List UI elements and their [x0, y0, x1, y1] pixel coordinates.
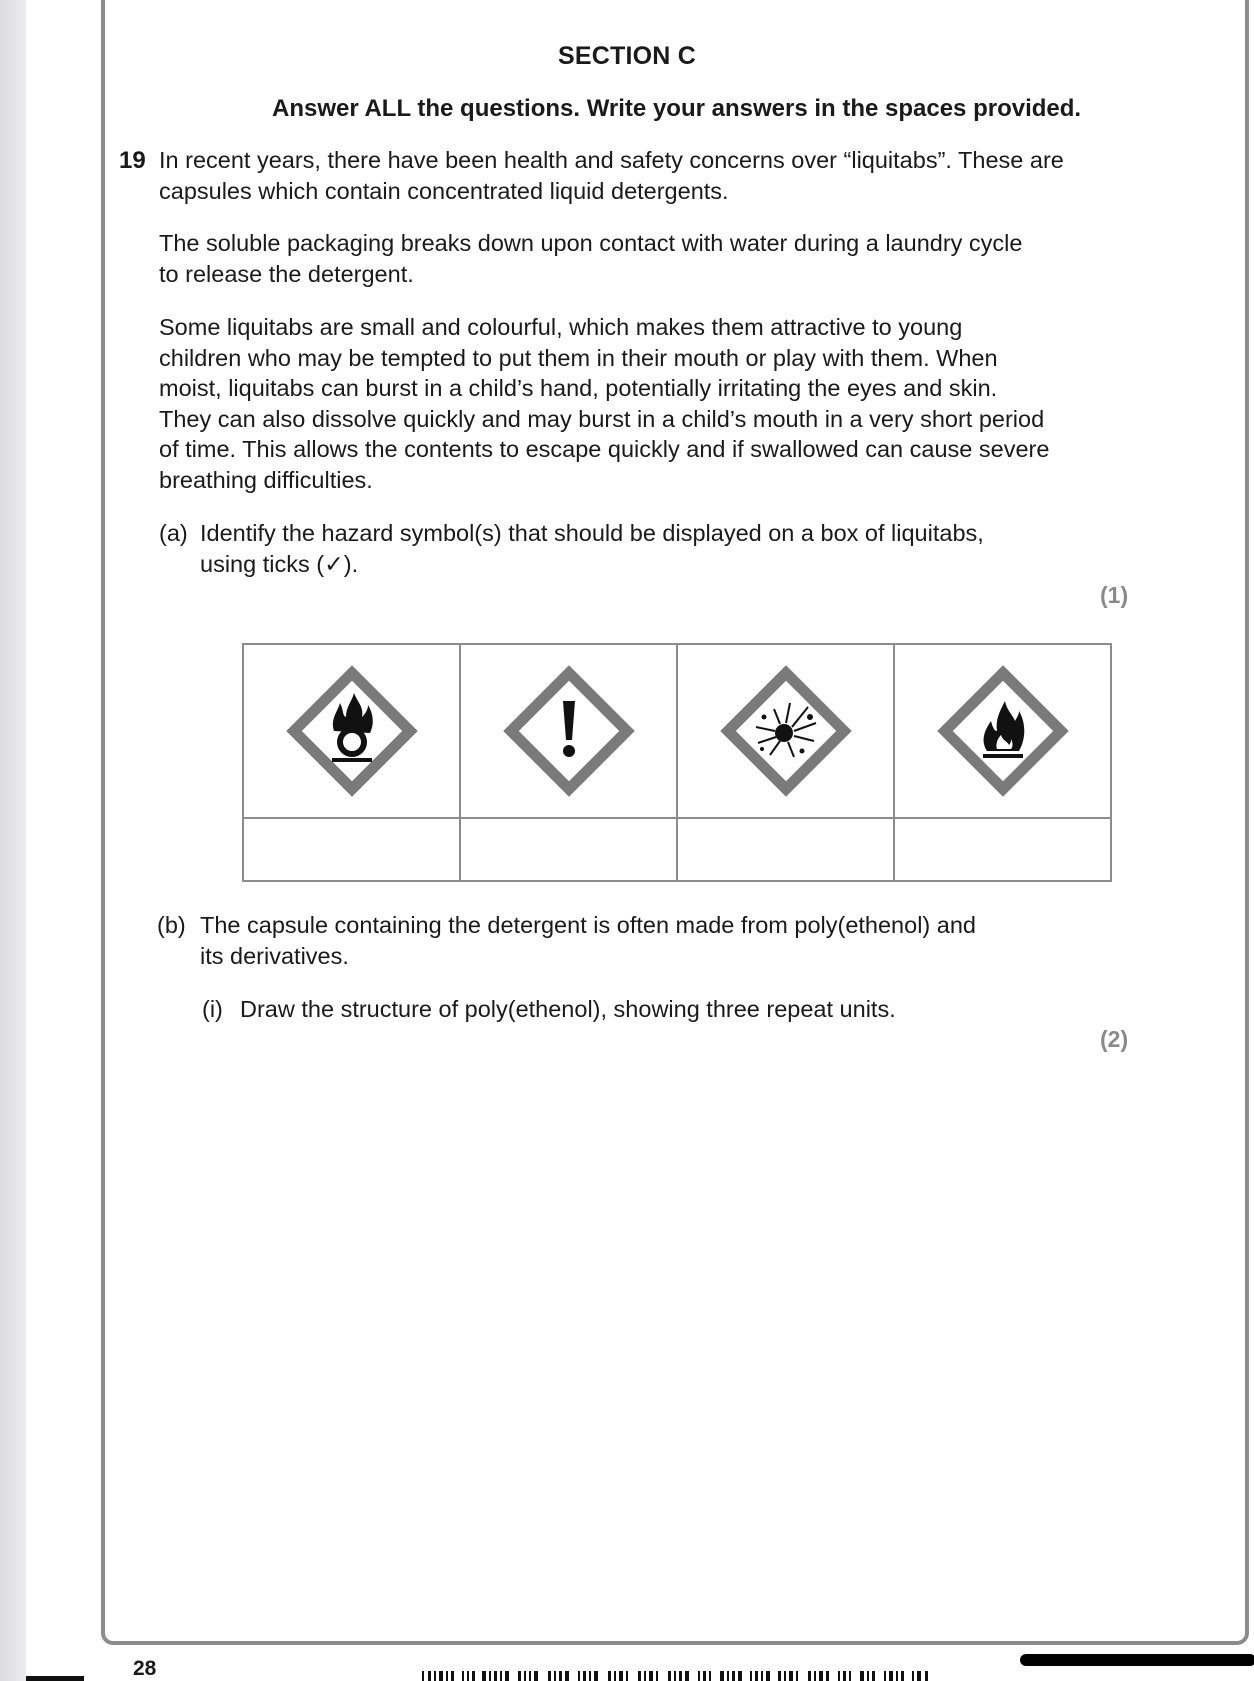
part-a-line: using ticks (✓).: [200, 550, 359, 577]
page-gutter: [0, 0, 26, 1681]
part-a-marks: (1): [1100, 582, 1129, 608]
exclamation-mark-icon: [499, 661, 639, 801]
paragraph-line: breathing difficulties.: [159, 466, 373, 493]
part-a-text: [200, 518, 984, 579]
part-a-line: Identify the hazard symbol(s) that should be displayed on a box of liquitabs,: [200, 520, 984, 546]
flame-over-circle-icon: [282, 661, 422, 801]
hazard-cell-flammable: [894, 644, 1111, 818]
tick-box-harmful[interactable]: [460, 818, 677, 881]
section-title: SECTION C: [558, 42, 696, 70]
hazard-cell-oxidising: [243, 644, 460, 818]
question-intro: [159, 145, 1109, 206]
paragraph-line: to release the detergent.: [159, 260, 414, 287]
part-b-text: [200, 910, 976, 971]
instruction-text: Answer ALL the questions. Write your answers in the spaces provided.: [272, 95, 1082, 122]
tick-box-oxidising[interactable]: [243, 818, 460, 881]
flame-icon: [933, 661, 1073, 801]
intro-line: capsules which contain concentrated liquid detergents.: [159, 177, 729, 204]
hazard-cell-explosive: [677, 644, 894, 818]
paragraph-line: They can also dissolve quickly and may burst in a child’s mouth in a very short period: [159, 405, 1045, 432]
exploding-bomb-icon: [716, 661, 856, 801]
part-b-label: (b): [157, 912, 186, 938]
hazard-cell-harmful: [460, 644, 677, 818]
paragraph-line: The soluble packaging breaks down upon contact with water during a laundry cycle: [159, 230, 1023, 256]
paragraph-line: children who may be tempted to put them in their mouth or play with them. When: [159, 344, 998, 371]
question-paragraph-3: [159, 312, 1109, 495]
barcode: [422, 1671, 932, 1681]
tick-box-flammable[interactable]: [894, 818, 1111, 881]
paragraph-line: Some liquitabs are small and colourful, which makes them attractive to young: [159, 314, 963, 340]
part-b-line: The capsule containing the detergent is often made from poly(ethenol) and: [200, 912, 976, 938]
intro-line: In recent years, there have been health and safety concerns over “liquitabs”. These are: [159, 147, 1064, 173]
part-b-i-label: (i): [202, 996, 223, 1022]
page-number: 28: [133, 1657, 157, 1680]
part-a-label: (a): [159, 520, 188, 546]
paragraph-line: of time. This allows the contents to escape quickly and if swallowed can cause severe: [159, 436, 1050, 462]
paragraph-line: moist, liquitabs can burst in a child’s hand, potentially irritating the eyes and skin.: [159, 375, 998, 401]
page-edge-bar: [26, 1676, 84, 1681]
part-b-line: its derivatives.: [200, 942, 349, 969]
hazard-symbol-table: [242, 643, 1112, 882]
tick-box-explosive[interactable]: [677, 818, 894, 881]
part-b-i-text: Draw the structure of poly(ethenol), showing three repeat units.: [240, 996, 896, 1022]
question-number: 19: [119, 147, 146, 174]
bottom-black-bar: [1020, 1654, 1254, 1666]
question-paragraph-2: [159, 228, 1109, 289]
part-b-i-marks: (2): [1100, 1026, 1129, 1052]
